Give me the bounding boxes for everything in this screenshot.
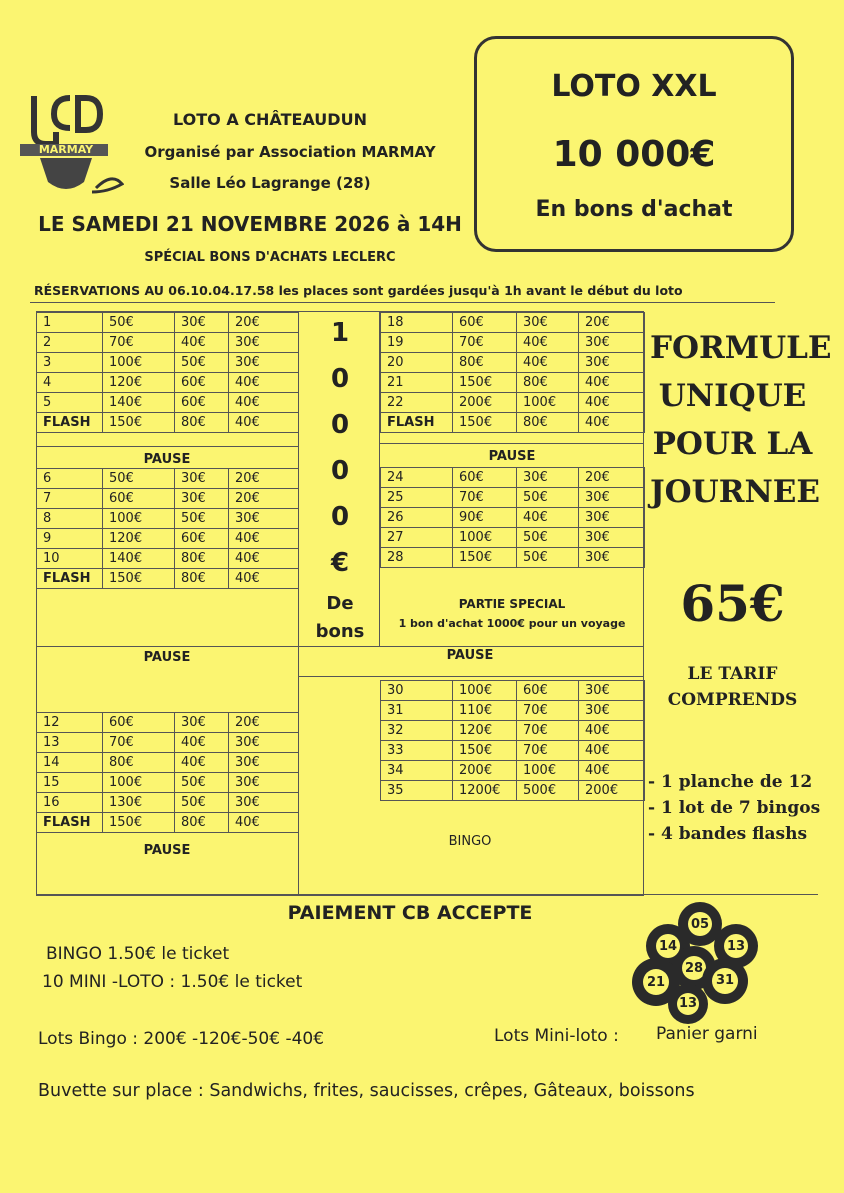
grid-bottom-line — [36, 894, 818, 895]
mini-loto-price: 10 MINI -LOTO : 1.50€ le ticket — [42, 972, 303, 992]
table-row — [381, 761, 645, 781]
prize-cell: 110€ — [453, 701, 517, 721]
prize-cell: 70€ — [517, 741, 579, 761]
game-number-cell: 26 — [381, 508, 453, 528]
prize-cell: 150€ — [453, 548, 517, 568]
paiement-cb: PAIEMENT CB ACCEPTE — [287, 902, 533, 924]
prize-cell: 30€ — [579, 353, 645, 373]
game-number-cell: 1 — [37, 313, 103, 333]
prize-cell: 30€ — [229, 773, 299, 793]
prize-cell: 30€ — [229, 509, 299, 529]
prize-cell: 30€ — [229, 733, 299, 753]
prize-cell: 60€ — [103, 713, 175, 733]
prize-cell: 40€ — [229, 813, 299, 833]
prize-cell: 70€ — [517, 701, 579, 721]
table-row — [381, 681, 645, 701]
buvette: Buvette sur place : Sandwichs, frites, saucisses, crêpes, Gâteaux, boissons — [38, 1081, 695, 1101]
table-row — [37, 713, 299, 733]
table-row — [381, 721, 645, 741]
prize-cell: 30€ — [579, 681, 645, 701]
right-table-2 — [380, 467, 645, 568]
loto-xxl-box — [474, 36, 794, 252]
prize-cell: 80€ — [175, 549, 229, 569]
game-number-cell: 15 — [37, 773, 103, 793]
game-number-cell: 16 — [37, 793, 103, 813]
formule-line: UNIQUE — [658, 378, 807, 414]
prize-cell: 50€ — [175, 353, 229, 373]
prize-cell: 60€ — [453, 313, 517, 333]
prize-cell: 80€ — [175, 413, 229, 433]
game-number-cell: 20 — [381, 353, 453, 373]
table-row — [37, 353, 299, 373]
game-number-cell: 28 — [381, 548, 453, 568]
game-number-cell: 32 — [381, 721, 453, 741]
prize-cell: 30€ — [175, 313, 229, 333]
prize-cell: 30€ — [175, 713, 229, 733]
prize-cell: 40€ — [579, 393, 645, 413]
prize-cell: 80€ — [175, 569, 229, 589]
game-number-cell: 6 — [37, 469, 103, 489]
game-number-cell: 25 — [381, 488, 453, 508]
lots-bingo: Lots Bingo : 200€ -120€-50€ -40€ — [38, 1029, 325, 1049]
prize-cell: 50€ — [175, 509, 229, 529]
xxl-title: LOTO XXL — [551, 69, 717, 104]
prize-cell: 50€ — [517, 528, 579, 548]
prize-cell: 30€ — [579, 548, 645, 568]
special-leclerc: SPÉCIAL BONS D'ACHATS LECLERC — [144, 250, 396, 265]
game-number-cell: 14 — [37, 753, 103, 773]
prize-cell: 50€ — [175, 793, 229, 813]
prize-cell: 60€ — [175, 393, 229, 413]
right-table-1 — [380, 312, 645, 433]
prize-cell: 60€ — [175, 373, 229, 393]
prize-cell: 60€ — [175, 529, 229, 549]
table-row — [381, 508, 645, 528]
table-row — [37, 529, 299, 549]
game-number-cell: 33 — [381, 741, 453, 761]
right-pause1-line — [380, 443, 644, 444]
prize-cell: 60€ — [103, 489, 175, 509]
bingo-ticket-price: BINGO 1.50€ le ticket — [46, 944, 230, 964]
tarif-line1: LE TARIF — [687, 664, 778, 684]
prize-cell: 40€ — [517, 333, 579, 353]
left-table-1 — [36, 312, 299, 433]
prize-cell: 30€ — [229, 793, 299, 813]
bingo-ball — [702, 958, 748, 1004]
table-row — [381, 741, 645, 761]
right-pause-1: PAUSE — [488, 449, 536, 464]
table-row — [37, 773, 299, 793]
game-number-cell: 12 — [37, 713, 103, 733]
prize-cell: 40€ — [229, 549, 299, 569]
bingo-balls-illustration — [632, 898, 782, 1024]
bingo-label: BINGO — [448, 834, 492, 849]
prize-cell: 40€ — [229, 393, 299, 413]
tarif-item: - 1 lot de 7 bingos — [648, 798, 821, 818]
partie-special-title: PARTIE SPECIAL — [458, 597, 566, 611]
game-number-cell: 21 — [381, 373, 453, 393]
table-row — [37, 373, 299, 393]
prize-cell: 30€ — [229, 753, 299, 773]
table-row — [381, 548, 645, 568]
prize-cell: 30€ — [579, 508, 645, 528]
prize-cell: 100€ — [103, 773, 175, 793]
prize-cell: 200€ — [453, 393, 517, 413]
logo-text: MARMAY — [38, 143, 94, 156]
prize-cell: 200€ — [579, 781, 645, 801]
table-row — [37, 733, 299, 753]
prize-cell: 80€ — [175, 813, 229, 833]
game-number-cell: FLASH — [37, 569, 103, 589]
prize-cell: 40€ — [579, 761, 645, 781]
prize-cell: 30€ — [517, 313, 579, 333]
prize-cell: 40€ — [229, 413, 299, 433]
header-line2: Organisé par Association MARMAY — [144, 143, 436, 161]
table-row — [37, 313, 299, 333]
prize-cell: 100€ — [103, 353, 175, 373]
bons-label: bons — [315, 621, 365, 642]
prize-cell: 60€ — [517, 681, 579, 701]
ball-number: 05 — [688, 912, 713, 937]
event-date: LE SAMEDI 21 NOVEMBRE 2026 à 14H — [38, 212, 462, 236]
table-row — [37, 569, 299, 589]
prize-cell: 40€ — [579, 373, 645, 393]
reservation-underline — [30, 302, 775, 303]
ball-number: 31 — [712, 968, 738, 994]
left-pause-2: PAUSE — [143, 650, 191, 665]
ball-number: 13 — [724, 934, 749, 959]
game-number-cell: 9 — [37, 529, 103, 549]
table-row — [37, 753, 299, 773]
prize-cell: 140€ — [103, 393, 175, 413]
prize-cell: 40€ — [175, 333, 229, 353]
ball-number: 21 — [643, 969, 670, 996]
table-row — [37, 813, 299, 833]
prize-cell: 30€ — [229, 333, 299, 353]
prize-cell: 60€ — [453, 468, 517, 488]
prize-cell: 50€ — [517, 548, 579, 568]
prize-cell: 80€ — [517, 413, 579, 433]
table-row — [37, 489, 299, 509]
lots-mini-value: Panier garni — [656, 1024, 758, 1044]
prize-cell: 30€ — [229, 353, 299, 373]
prize-cell: 150€ — [103, 813, 175, 833]
game-number-cell: 27 — [381, 528, 453, 548]
game-number-cell: 24 — [381, 468, 453, 488]
game-number-cell: 13 — [37, 733, 103, 753]
table-row — [381, 781, 645, 801]
bingo-ball — [668, 984, 708, 1024]
reservation-line: RÉSERVATIONS AU 06.10.04.17.58 les places sont gardées jusqu'à 1h avant le début du loto — [34, 283, 683, 298]
partie-special-text: 1 bon d'achat 1000€ pour un voyage — [398, 617, 626, 630]
prize-cell: 80€ — [103, 753, 175, 773]
game-number-cell: 3 — [37, 353, 103, 373]
prize-cell: 120€ — [103, 373, 175, 393]
left-pause2-line — [36, 646, 644, 647]
game-number-cell: 7 — [37, 489, 103, 509]
prize-cell: 50€ — [517, 488, 579, 508]
tarif-item: - 1 planche de 12 — [648, 772, 813, 792]
prize-cell: 20€ — [229, 313, 299, 333]
game-number-cell: FLASH — [37, 413, 103, 433]
prize-cell: 130€ — [103, 793, 175, 813]
formule-line: POUR LA — [652, 426, 813, 462]
big-digit: 0 — [330, 364, 350, 394]
prize-cell: 40€ — [229, 373, 299, 393]
prize-cell: 1200€ — [453, 781, 517, 801]
prize-cell: 40€ — [175, 733, 229, 753]
table-row — [37, 413, 299, 433]
formule-line: JOURNEE — [650, 474, 821, 510]
prize-cell: 70€ — [103, 733, 175, 753]
big-digit: 1 — [330, 318, 350, 348]
game-number-cell: 22 — [381, 393, 453, 413]
prize-cell: 120€ — [453, 721, 517, 741]
prize-cell: 500€ — [517, 781, 579, 801]
game-number-cell: 31 — [381, 701, 453, 721]
prize-cell: 20€ — [579, 313, 645, 333]
big-digit: 0 — [330, 410, 350, 440]
prize-cell: 100€ — [453, 528, 517, 548]
prize-cell: 80€ — [453, 353, 517, 373]
prize-cell: 100€ — [103, 509, 175, 529]
header-line1: LOTO A CHÂTEAUDUN — [173, 110, 367, 129]
prize-cell: 150€ — [103, 413, 175, 433]
prize-cell: 100€ — [517, 761, 579, 781]
prize-cell: 70€ — [453, 488, 517, 508]
prize-cell: 40€ — [229, 529, 299, 549]
game-number-cell: FLASH — [37, 813, 103, 833]
table-row — [381, 468, 645, 488]
prize-cell: 40€ — [175, 753, 229, 773]
game-number-cell: 30 — [381, 681, 453, 701]
prize-cell: 20€ — [229, 469, 299, 489]
table-row — [381, 333, 645, 353]
game-number-cell: 5 — [37, 393, 103, 413]
formule-price: 65€ — [680, 574, 785, 633]
prize-cell: 30€ — [579, 488, 645, 508]
prize-cell: 20€ — [579, 468, 645, 488]
prize-cell: 40€ — [579, 741, 645, 761]
game-number-cell: FLASH — [381, 413, 453, 433]
ball-number: 28 — [682, 956, 707, 981]
ball-number: 14 — [656, 934, 681, 959]
right-pause-2: PAUSE — [446, 648, 494, 663]
xxl-amount: 10 000€ — [552, 134, 716, 175]
prize-cell: 20€ — [229, 713, 299, 733]
table-row — [381, 313, 645, 333]
marmay-logo — [12, 92, 124, 202]
prize-cell: 90€ — [453, 508, 517, 528]
prize-cell: 80€ — [517, 373, 579, 393]
prize-cell: 150€ — [103, 569, 175, 589]
prize-cell: 30€ — [579, 701, 645, 721]
right-pause2-line — [298, 676, 644, 677]
header-line3: Salle Léo Lagrange (28) — [169, 174, 371, 192]
prize-cell: 40€ — [517, 353, 579, 373]
prize-cell: 30€ — [579, 528, 645, 548]
game-number-cell: 19 — [381, 333, 453, 353]
game-number-cell: 4 — [37, 373, 103, 393]
de-label: De — [326, 593, 354, 614]
prize-cell: 120€ — [103, 529, 175, 549]
right-table-3 — [380, 680, 645, 801]
big-digit: 0 — [330, 502, 350, 532]
prize-cell: 150€ — [453, 741, 517, 761]
tarif-line2: COMPRENDS — [667, 690, 798, 710]
tarif-item: - 4 bandes flashs — [648, 824, 808, 844]
table-row — [37, 509, 299, 529]
game-number-cell: 35 — [381, 781, 453, 801]
prize-cell: 30€ — [517, 468, 579, 488]
big-digit: € — [330, 548, 350, 578]
table-row — [37, 549, 299, 569]
prize-cell: 50€ — [175, 773, 229, 793]
table-row — [37, 793, 299, 813]
prize-cell: 30€ — [175, 489, 229, 509]
left-table-3 — [36, 712, 299, 833]
table-row — [37, 393, 299, 413]
table-row — [381, 393, 645, 413]
prize-cell: 140€ — [103, 549, 175, 569]
prize-cell: 100€ — [453, 681, 517, 701]
prize-cell: 20€ — [229, 489, 299, 509]
game-number-cell: 8 — [37, 509, 103, 529]
prize-cell: 40€ — [579, 413, 645, 433]
prize-cell: 70€ — [103, 333, 175, 353]
ball-number: 13 — [677, 993, 699, 1015]
prize-cell: 50€ — [103, 469, 175, 489]
big-digit: 0 — [330, 456, 350, 486]
prize-cell: 30€ — [175, 469, 229, 489]
left-pause-1: PAUSE — [143, 452, 191, 467]
xxl-sub: En bons d'achat — [535, 197, 733, 222]
prize-cell: 30€ — [579, 333, 645, 353]
prize-cell: 100€ — [517, 393, 579, 413]
game-number-cell: 10 — [37, 549, 103, 569]
prize-cell: 50€ — [103, 313, 175, 333]
prize-cell: 70€ — [517, 721, 579, 741]
table-row — [381, 528, 645, 548]
game-number-cell: 18 — [381, 313, 453, 333]
prize-cell: 40€ — [229, 569, 299, 589]
prize-cell: 40€ — [517, 508, 579, 528]
game-number-cell: 34 — [381, 761, 453, 781]
left-pause-3: PAUSE — [143, 843, 191, 858]
prize-cell: 150€ — [453, 413, 517, 433]
table-row — [37, 333, 299, 353]
table-row — [381, 353, 645, 373]
prize-cell: 40€ — [579, 721, 645, 741]
formule-line: FORMULE — [650, 330, 832, 366]
prize-cell: 70€ — [453, 333, 517, 353]
table-row — [381, 373, 645, 393]
prize-cell: 200€ — [453, 761, 517, 781]
table-row — [381, 488, 645, 508]
left-table-2 — [36, 468, 299, 589]
prize-cell: 150€ — [453, 373, 517, 393]
table-row — [381, 701, 645, 721]
left-pause1-line — [36, 446, 298, 447]
table-row — [37, 469, 299, 489]
table-row — [381, 413, 645, 433]
game-number-cell: 2 — [37, 333, 103, 353]
lots-mini-label: Lots Mini-loto : — [494, 1026, 619, 1046]
